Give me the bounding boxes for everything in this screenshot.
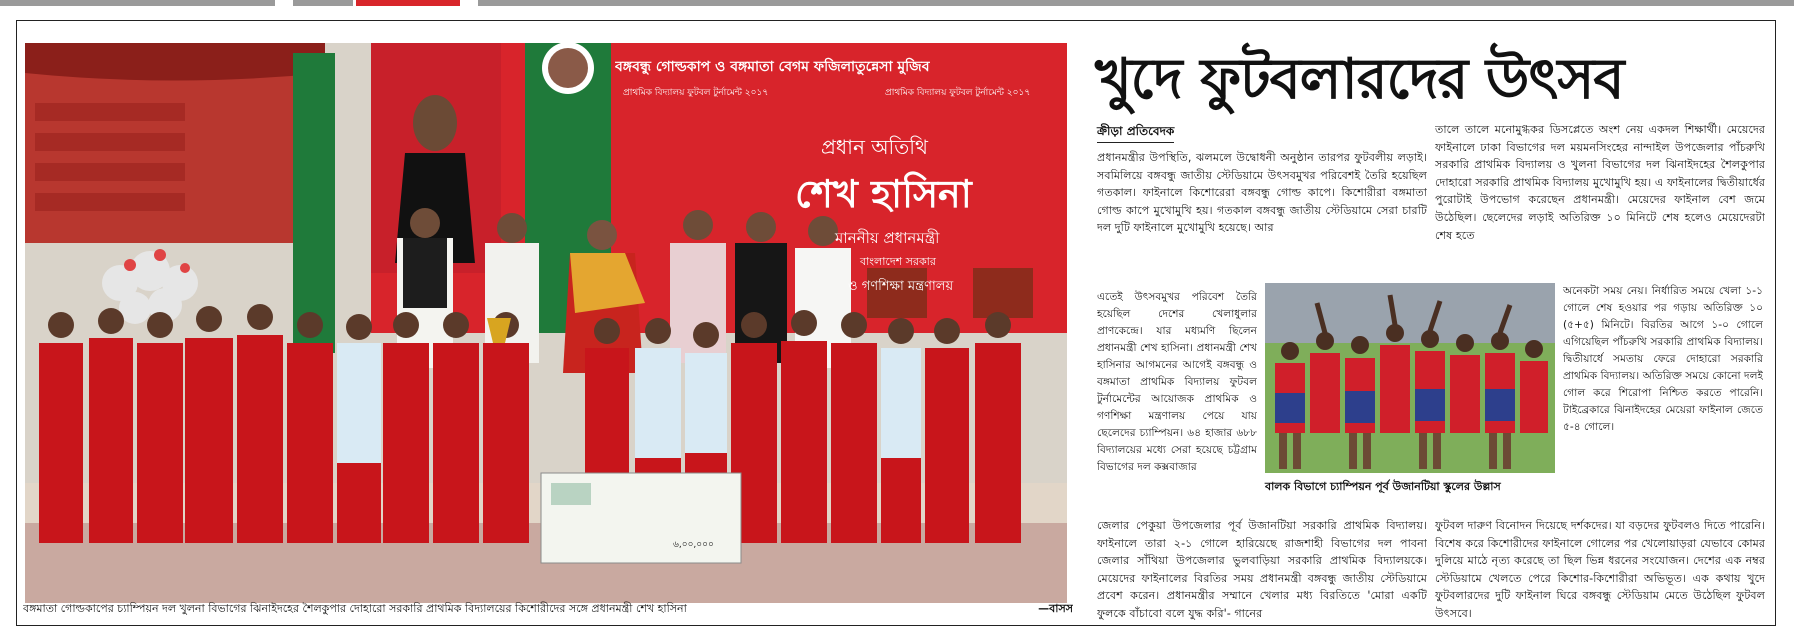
top-color-bar (0, 0, 1794, 6)
top-bar-segment (478, 0, 1794, 6)
paragraph: অনেকটা সময় নেয়। নির্ধারিত সময়ে খেলা ১-১ গোলে শেষ হওয়ার পর গড়ায় অতিরিক্ত ১০ (৫+৫) মিনিটে। বিরতির আগে ১-০ গোলে এগিয়েছিল পাঁচরুখি সরকারি প্রাথমিক বিদ্যালয়। দ্বিতীয়ার্ধে সমতায় ফেরে দোহারো সরকারি প্রাথমিক বিদ্যালয়। অতিরিক্ত সময়ে কোনো দলই গোল করে শিরোপা নিশ্চিত করতে পারেনি। টাইব্রেকারে ঝিনাইদহের মেয়েরা ফাইনাল জেতে ৫-৪ গোলে। (1563, 285, 1763, 433)
paragraph: ফুটবল দারুণ বিনোদন দিয়েছে দর্শকদের। যা বড়দের ফুটবলও দিতে পারেনি। বিশেষ করে কিশোরীদের ফাইনালে গোলের পর খেলোয়াড়রা যেভাবে কোমর দুলিয়ে মাঠে নৃত্য করেছে তা ছিল ভিন্ন ধরনের সংযোজন। দেশের এক নম্বর স্টেডিয়ামে খেলতে পেরে কিশোর-কিশোরীরা অভিভূত। এক কথায় খুদে ফুটবলারদের দুটি ফাইনাল ঘিরে বঙ্গবন্ধু স্টেডিয়াম মেতে উঠেছিল ফুটবল উৎসবে। (1435, 519, 1765, 620)
caption-text: বঙ্গমাতা গোল্ডকাপের চ্যাম্পিয়ন দল খুলনা বিভাগের ঝিনাইদহের শৈলকুপার দোহারো সরকারি প্রাথমিক বিদ্যালয়ের কিশোরীদের সঙ্গে প্রধানমন্ত্রী শেখ হাসিনা (23, 602, 687, 615)
ministry-line: ও গণশিক্ষা মন্ত্রণালয় (848, 279, 954, 294)
banner-sub-right: প্রাথমিক বিদ্যালয় ফুটবল টুর্নামেন্ট ২০১৭ (885, 88, 1031, 98)
newspaper-clipping (16, 20, 1776, 626)
article-col1-top (1097, 149, 1427, 289)
chief-guest-title: মাননীয় প্রধানমন্ত্রী (835, 229, 940, 247)
article-byline: ক্রীড়া প্রতিবেদক (1097, 122, 1174, 143)
top-bar-segment (293, 0, 353, 6)
article-col2-top (1435, 121, 1765, 281)
photo-scene (25, 43, 1067, 603)
article-col1-narrow (1097, 289, 1257, 517)
article-col1-bottom (1097, 517, 1427, 625)
banner-line: বঙ্গবন্ধু গোল্ডকাপ ও বঙ্গমাতা বেগম ফজিলাতুন্নেসা মুজিব (615, 59, 930, 75)
article-headline: খুদে ফুটবলারদের উৎসব (1095, 46, 1624, 112)
top-bar-segment (356, 0, 460, 6)
main-photo (25, 43, 1067, 603)
article-col2-bottom (1435, 517, 1765, 625)
paragraph: প্রধানমন্ত্রীর উপস্থিতি, ঝলমলে উদ্বোধনী অনুষ্ঠান তারপর ফুটবলীয় লড়াই। সবমিলিয়ে বঙ্গবন্ধু জাতীয় স্টেডিয়ামে উৎসবমুখর পরিবেশই তৈরি হয়েছিল গতকাল। ফাইনালে কিশোরেরা বঙ্গবন্ধু গোল্ড কাপে। কিশোরীরা বঙ্গমাতা গোল্ড কাপে মুখোমুখি হয়। গতকাল বঙ্গবন্ধু জাতীয় স্টেডিয়ামে সেরা চারটি দল দুটি ফাইনালে মুখোমুখি হয়েছে। আর (1097, 151, 1427, 235)
paragraph: এতেই উৎসবমুখর পরিবেশ তৈরি হয়েছিল দেশের খেলাধুলার প্রাণকেন্দ্রে। যার মধ্যমণি ছিলেন প্রধানমন্ত্রী শেখ হাসিনা। প্রধানমন্ত্রী শেখ হাসিনার আগমনের আগেই বঙ্গবন্ধু ও বঙ্গমাতা প্রাথমিক বিদ্যালয় ফুটবল টুর্নামেন্টের আয়োজক প্রাথমিক ও গণশিক্ষা মন্ত্রণালয় পেয়ে যায় ছেলেদের চ্যাম্পিয়ন। ৬৪ হাজার ৬৮৮ বিদ্যালয়ের মধ্যে সেরা হয়েছে চট্টগ্রাম বিভাগের দল কক্সবাজার (1097, 291, 1257, 473)
cheque-amount: ৬,০০,০০০ (673, 540, 714, 550)
paragraph: জেলার পেকুয়া উপজেলার পূর্ব উজানটিয়া সরকারি প্রাথমিক বিদ্যালয়। ফাইনালে তারা ২-১ গোলে হারিয়েছে রাজশাহী বিভাগের দল পাবনা জেলার সাঁথিয়া উপজেলার ভুলবাড়িয়া সরকারি প্রাথমিক বিদ্যালয়কে। মেয়েদের ফাইনালের বিরতির সময় প্রধানমন্ত্রী বঙ্গবন্ধু জাতীয় স্টেডিয়ামে প্রবেশ করেন। প্রধানমন্ত্রীর সম্মানে খেলার মধ্য বিরতিতে 'মোরা একটি ফুলকে বাঁচাবো বলে যুদ্ধ করি'- গানের (1097, 519, 1427, 620)
inset-photo-caption: বালক বিভাগে চ্যাম্পিয়ন পূর্ব উজানটিয়া স্কুলের উল্লাস (1265, 480, 1501, 493)
inset-photo (1265, 283, 1555, 473)
chief-guest-name: শেখ হাসিনা (795, 172, 972, 216)
govt-line: বাংলাদেশ সরকার (860, 255, 936, 268)
inset-photo-scene (1265, 283, 1555, 473)
chief-guest-label: প্রধান অতিথি (821, 135, 928, 159)
photo-credit: —বাসস (1038, 602, 1073, 615)
main-photo-caption (23, 598, 1073, 620)
article-col2-narrow (1563, 283, 1763, 519)
paragraph: তালে তালে মনোমুগ্ধকর ডিসপ্লেতে অংশ নেয় একদল শিক্ষার্থী। মেয়েদের ফাইনালে ঢাকা বিভাগের দল ময়মনসিংহের নান্দাইল উপজেলার পাঁচরুখি সরকারি প্রাথমিক বিদ্যালয় ও খুলনা বিভাগের দল ঝিনাইদহের শৈলকুপার দোহারো সরকারি প্রাথমিক বিদ্যালয় মুখোমুখি হয়। এ ফাইনালের দ্বিতীয়ার্ধের পুরোটাই উপভোগ করেছেন প্রধানমন্ত্রী। মেয়েদের ফাইনাল বেশ জমে উঠেছিল। ছেলেদের লড়াই অতিরিক্ত ১০ মিনিটে শেষ হলেও মেয়েদেরটা শেষ হতে (1435, 123, 1765, 242)
banner-sub-left: প্রাথমিক বিদ্যালয় ফুটবল টুর্নামেন্ট ২০১৭ (623, 88, 769, 98)
top-bar-segment (0, 0, 275, 6)
